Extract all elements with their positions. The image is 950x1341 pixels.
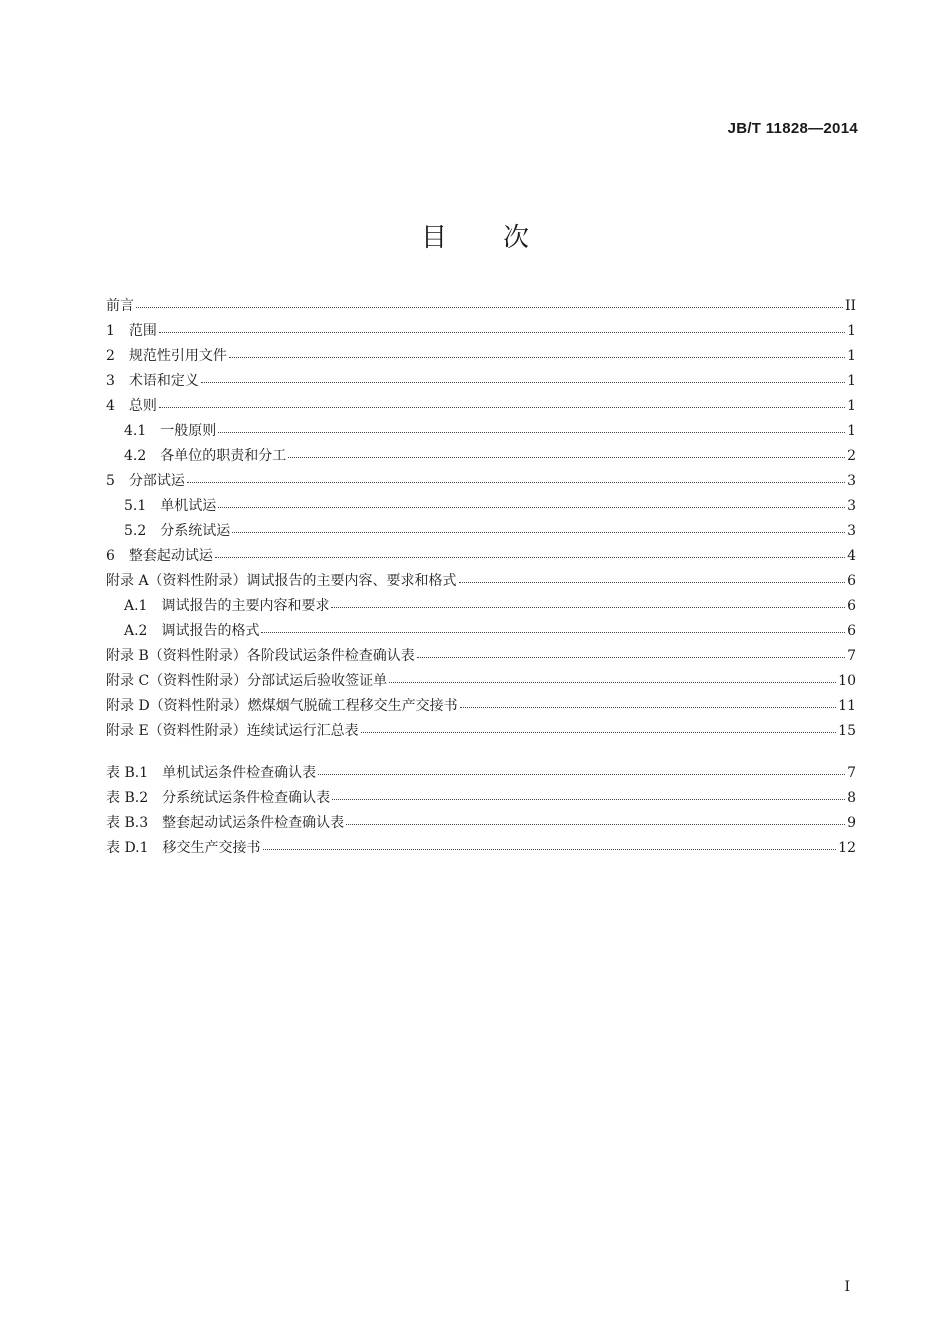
toc-entry-label-group xyxy=(106,394,157,419)
toc-leader-dots xyxy=(218,432,845,433)
page-title: 目次 xyxy=(420,223,585,253)
toc-entry-page: 1 xyxy=(847,373,856,389)
toc-leader-dots xyxy=(187,482,845,483)
toc-entry-label-group xyxy=(124,494,216,519)
toc-entry-label: 前言 xyxy=(106,298,134,314)
toc-entry[interactable] xyxy=(106,719,856,744)
toc-entry-label-group xyxy=(106,469,185,494)
toc-entry-page: 10 xyxy=(838,673,856,689)
toc-entry-label: 附录 E（资料性附录）连续试运行汇总表 xyxy=(106,723,359,739)
toc-entry-label-group xyxy=(106,669,387,694)
toc-entry-number: 表 B.1 xyxy=(106,765,149,781)
toc-entry-label-group xyxy=(124,519,230,544)
toc-leader-dots xyxy=(136,307,843,308)
toc-entry-number: 4.1 xyxy=(124,423,147,439)
toc-leader-dots xyxy=(417,657,845,658)
toc-entry[interactable] xyxy=(106,669,856,694)
toc-entry-label: 规范性引用文件 xyxy=(128,348,227,364)
toc-leader-dots xyxy=(201,382,845,383)
toc-entry-label: 分系统试运 xyxy=(160,523,231,539)
toc-entry-label-group xyxy=(106,369,199,394)
toc-entry-label-group xyxy=(106,294,134,319)
toc-entry-label: 各单位的职责和分工 xyxy=(160,448,287,464)
toc-entry-label: 调试报告的主要内容和要求 xyxy=(161,598,330,614)
toc-entry-number: 4.2 xyxy=(124,448,147,464)
toc-entry-page: 6 xyxy=(847,573,856,589)
table-of-contents xyxy=(106,294,856,861)
toc-entry-number: 6 xyxy=(106,548,115,564)
toc-entry-page: 6 xyxy=(847,598,856,614)
toc-entry-page: 7 xyxy=(847,765,856,781)
toc-entry[interactable] xyxy=(106,469,856,494)
toc-entry-number: 表 B.2 xyxy=(106,790,149,806)
toc-entry-label-group xyxy=(106,719,359,744)
toc-entry-label: 单机试运 xyxy=(160,498,217,514)
toc-leader-dots xyxy=(232,532,845,533)
toc-entry-label-group xyxy=(124,444,286,469)
toc-gap xyxy=(106,744,856,761)
toc-entry[interactable] xyxy=(106,761,856,786)
toc-entry-number: 3 xyxy=(106,373,115,389)
toc-entry-page: 9 xyxy=(847,815,856,831)
toc-leader-dots xyxy=(318,774,845,775)
toc-leader-dots xyxy=(389,682,836,683)
toc-entry-label-group xyxy=(124,594,329,619)
standard-number: JB/T 11828—2014 xyxy=(727,120,858,137)
toc-entry-label: 分部试运 xyxy=(128,473,185,489)
toc-entry-label-group xyxy=(106,644,415,669)
toc-leader-dots xyxy=(215,557,845,558)
toc-entry[interactable] xyxy=(106,419,856,444)
toc-entry-label: 范围 xyxy=(128,323,157,339)
toc-leader-dots xyxy=(331,607,845,608)
toc-entry[interactable] xyxy=(106,294,856,319)
toc-entry[interactable] xyxy=(106,594,856,619)
toc-entry-page: 1 xyxy=(847,398,856,414)
toc-leader-dots xyxy=(263,849,837,850)
toc-entry-page: 3 xyxy=(847,473,856,489)
toc-entry-number: 5.1 xyxy=(124,498,147,514)
toc-leader-dots xyxy=(460,707,836,708)
toc-entry-label-group xyxy=(106,319,157,344)
toc-leader-dots xyxy=(346,824,845,825)
toc-entry-number: 5 xyxy=(106,473,115,489)
toc-leader-dots xyxy=(159,332,845,333)
toc-entry-number: 1 xyxy=(106,323,115,339)
toc-entry-page: 1 xyxy=(847,423,856,439)
toc-entry-number: A.1 xyxy=(124,598,148,614)
toc-entry-page: 1 xyxy=(847,348,856,364)
toc-entry-label: 附录 A（资料性附录）调试报告的主要内容、要求和格式 xyxy=(106,573,457,589)
toc-entry-page: 2 xyxy=(847,448,856,464)
toc-entry[interactable] xyxy=(106,569,856,594)
toc-entry[interactable] xyxy=(106,344,856,369)
toc-leader-dots xyxy=(229,357,845,358)
toc-entry-page: 4 xyxy=(847,548,856,564)
toc-leader-dots xyxy=(288,457,845,458)
toc-entry-label-group xyxy=(124,619,259,644)
toc-entry-label-group xyxy=(106,786,330,811)
toc-entry-label-group xyxy=(106,836,261,861)
toc-entry[interactable] xyxy=(106,369,856,394)
toc-entry[interactable] xyxy=(106,319,856,344)
toc-entry-label: 分系统试运条件检查确认表 xyxy=(162,790,331,806)
toc-entry-page: 1 xyxy=(847,323,856,339)
toc-leader-dots xyxy=(159,407,845,408)
toc-entry-page: 7 xyxy=(847,648,856,664)
toc-entry-label: 调试报告的格式 xyxy=(161,623,260,639)
toc-entry-label-group xyxy=(124,419,216,444)
toc-entry-label-group xyxy=(106,761,316,786)
page-number: I xyxy=(844,1279,850,1295)
toc-entry-page: 15 xyxy=(838,723,856,739)
toc-entry[interactable] xyxy=(106,786,856,811)
toc-entry-label: 整套起动试运 xyxy=(128,548,213,564)
toc-entry-label: 附录 C（资料性附录）分部试运后验收签证单 xyxy=(106,673,388,689)
toc-entry[interactable] xyxy=(106,644,856,669)
toc-leader-dots xyxy=(218,507,845,508)
toc-entry[interactable] xyxy=(106,836,856,861)
toc-entry-label: 附录 D（资料性附录）燃煤烟气脱硫工程移交生产交接书 xyxy=(106,698,458,714)
toc-entry-label-group xyxy=(106,569,457,594)
toc-entry-page: 6 xyxy=(847,623,856,639)
toc-entry-label-group xyxy=(106,344,227,369)
toc-entry-label-group xyxy=(106,544,213,569)
toc-entry-label: 一般原则 xyxy=(160,423,217,439)
toc-entry-number: 5.2 xyxy=(124,523,147,539)
toc-entry[interactable] xyxy=(106,494,856,519)
toc-entry-page: 3 xyxy=(847,523,856,539)
toc-entry[interactable] xyxy=(106,811,856,836)
toc-entry[interactable] xyxy=(106,444,856,469)
toc-leader-dots xyxy=(361,732,837,733)
toc-entry-page: 11 xyxy=(838,698,856,714)
table-list xyxy=(106,761,856,861)
toc-entry[interactable] xyxy=(106,544,856,569)
toc-entry-number: 4 xyxy=(106,398,115,414)
toc-list xyxy=(106,294,856,744)
toc-entry[interactable] xyxy=(106,519,856,544)
toc-entry-number: A.2 xyxy=(124,623,148,639)
toc-leader-dots xyxy=(332,799,845,800)
toc-entry[interactable] xyxy=(106,619,856,644)
toc-entry-number: 表 B.3 xyxy=(106,815,149,831)
toc-entry-label: 移交生产交接书 xyxy=(162,840,261,856)
toc-entry-label: 单机试运条件检查确认表 xyxy=(162,765,317,781)
toc-entry-label: 总则 xyxy=(128,398,157,414)
toc-entry[interactable] xyxy=(106,694,856,719)
toc-entry-page: 12 xyxy=(838,840,856,856)
toc-entry-label: 整套起动试运条件检查确认表 xyxy=(162,815,345,831)
toc-entry[interactable] xyxy=(106,394,856,419)
toc-entry-number: 2 xyxy=(106,348,115,364)
toc-entry-label-group xyxy=(106,694,458,719)
toc-entry-label-group xyxy=(106,811,344,836)
toc-leader-dots xyxy=(459,582,846,583)
toc-entry-label: 附录 B（资料性附录）各阶段试运条件检查确认表 xyxy=(106,648,415,664)
toc-entry-page: 3 xyxy=(847,498,856,514)
toc-entry-number: 表 D.1 xyxy=(106,840,149,856)
toc-entry-label: 术语和定义 xyxy=(128,373,199,389)
toc-entry-page: 8 xyxy=(847,790,856,806)
toc-entry-page: II xyxy=(844,298,856,314)
toc-leader-dots xyxy=(261,632,845,633)
